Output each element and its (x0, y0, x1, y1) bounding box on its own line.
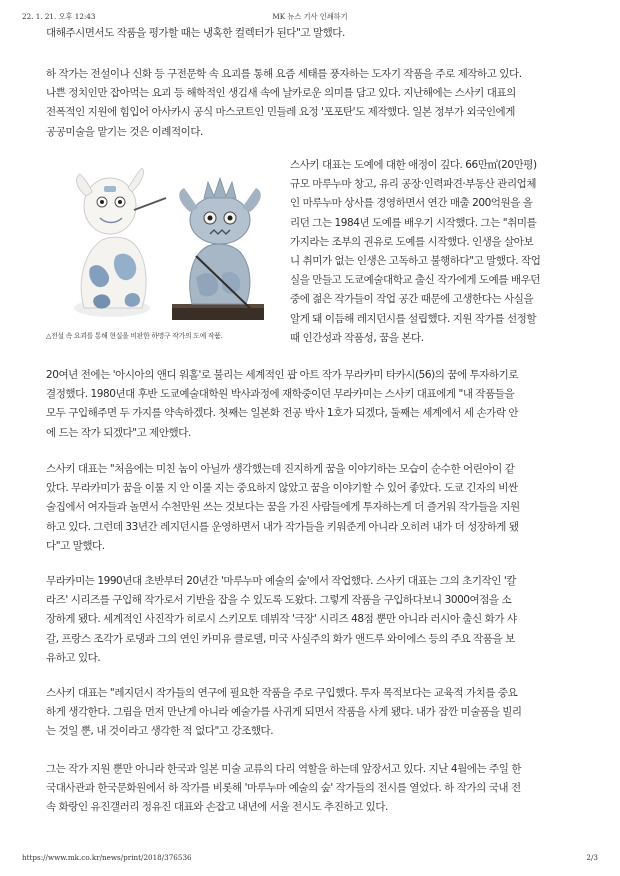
article-paragraph (46, 460, 578, 556)
print-title: MK 뉴스 기사 인쇄하기 (272, 12, 348, 21)
text-line: 하고 있다. 그런데 33년간 레지던시를 운영하면서 내가 작가들을 키워준게 아니라 오히려 내가 더 성장하게 됐 (46, 520, 519, 533)
print-datetime: 22. 1. 21. 오후 12:43 (22, 12, 96, 21)
page-number: 2/3 (586, 853, 598, 862)
text-line: 술집에서 여자들과 놀면서 수천만원 쓰는 것보다는 꿈을 가진 사람들에게 투자하는게 더 즐거워 작가들을 지원 (46, 501, 520, 514)
text-line: 장하게 됐다. 세계적인 사진작가 히로시 스키모토 데뷔작 '극장' 시리즈 48점 뿐만 아니라 러시아 출신 화가 샤 (46, 613, 517, 626)
article-paragraph (46, 366, 578, 443)
text-line: 공공미술을 맡기는 것은 이례적이다. (46, 125, 203, 138)
ceramic-artwork-photo (46, 158, 278, 326)
text-line: 았다. 무라카미가 꿈을 이룰 지 안 이룰 지는 중요하지 않았고 꿈을 이야기할 수 있어 좋았다. 도쿄 긴자의 비싼 (46, 482, 518, 495)
text-line: 알게 돼 이듬해 레지던시를 설립했다. 지원 작가를 선정할 (290, 312, 537, 325)
text-line: 가지라는 조부의 권유로 도예를 시작했다. 인생을 살아보 (290, 235, 534, 248)
text-line: 국대사관과 한국문화원에서 하 작가를 비롯해 '마루누마 예술의 숲' 작가들의 전시를 열었다. 하 작가의 국내 전 (46, 782, 521, 795)
print-url: https://www.mk.co.kr/news/print/2018/376536 (22, 853, 192, 862)
text-line: 그는 작가 지원 뿐만 아니라 한국과 일본 미술 교류의 다리 역할을 하는데 앞장서고 있다. 지난 4월에는 주일 한 (46, 763, 522, 775)
ceramic-figure-right (172, 178, 264, 320)
text-line: 속 화랑인 유진갤러리 정유진 대표와 손잡고 내년에 서울 전시도 추진하고 있다. (46, 801, 388, 814)
text-line: 나쁜 정치인만 잡아먹는 요괴 등 해학적인 생김새 속에 날카로운 의미를 담고 있다. 지난해에는 스사키 대표의 (46, 87, 516, 100)
text-line: 에 드는 작가 되겠다"고 제안했다. (46, 426, 191, 439)
text-line: 는 것일 뿐, 내 것이라고 생각한 적 없다"고 강조했다. (46, 725, 274, 738)
text-line: 때 인간성과 작품성, 꿈을 본다. (290, 331, 424, 344)
article-paragraph (46, 572, 578, 668)
text-line: 라즈' 시리즈를 구입해 작가로서 기반을 잡을 수 있도록 도왔다. 그렇게 작품을 구입하다보니 3000여점을 소 (46, 594, 512, 607)
text-line: 리던 그는 1984년 도예를 배우기 시작했다. 그는 "취미를 (290, 216, 537, 229)
text-line: 니 취미가 없는 인생은 고독하고 불행하다"고 말했다. 작업 (290, 255, 541, 268)
text-line: 스사키 대표는 도예에 대한 애정이 깊다. 66만㎡(20만평) (290, 159, 537, 171)
text-line: 인 마루누마 상사를 경영하면서 연간 매출 200억원을 올 (290, 197, 533, 210)
print-footer (22, 853, 598, 865)
text-line: 무라카미는 1990년대 초반부터 20년간 '마루누마 예술의 숲'에서 작업했다. 스사키 대표는 그의 초기작인 '칼 (46, 575, 516, 587)
text-line: 대해주시면서도 작품을 평가할 때는 냉혹한 컬렉터가 된다"고 말했다. (46, 27, 345, 39)
article-paragraph (46, 684, 578, 742)
text-line: 스사키 대표는 "처음에는 미친 놈이 아닐까 생각했는데 진지하게 꿈을 이야기하는 모습이 순수한 어린아이 같 (46, 463, 515, 475)
text-line: 유하고 있다. (46, 651, 101, 664)
photo-caption: △전설 속 요괴를 통해 현실을 비판한 하명구 작가의 도예 작품. (46, 332, 223, 340)
article-paragraph (46, 24, 578, 43)
text-line: 20여년 전에는 '아시아의 앤디 워홀'로 불리는 세계적인 팝 아트 작가 무라카미 타카시(56)의 꿈에 투자하기로 (46, 369, 519, 381)
text-line: 다"고 말했다. (46, 539, 105, 552)
article-paragraph (46, 65, 578, 142)
ceramic-figure-left (74, 168, 166, 317)
article-paragraph (290, 156, 580, 348)
text-line: 모두 구입해주면 두 가지를 약속하겠다. 첫째는 일본화 전공 박사 1호가 되겠다, 둘째는 세계에서 세 손가락 안 (46, 407, 519, 420)
text-line: 갈, 프랑스 조각가 로댕과 그의 연인 카미유 클로델, 미국 사실주의 화가 앤드루 와이에스 등의 주요 작품을 보 (46, 632, 515, 645)
text-line: 실을 만들고 도쿄예술대학교 출신 작가에게 도예를 배우던 (290, 274, 540, 287)
text-line: 전폭적인 지원에 힘입어 아사카시 공식 마스코트인 민들레 요정 '포포탄'도 제작했다. 일본 정부가 외국인에게 (46, 106, 515, 119)
text-line: 중에 젊은 작가들이 작업 공간 때문에 고생한다는 사실을 (290, 293, 534, 306)
text-line: 하게 생각한다. 그림을 먼저 만난게 아니라 예술가를 사귀게 되면서 작품을 사게 됐다. 내가 잠깐 미술품을 빌리 (46, 706, 522, 719)
text-line: 규모 마루누마 창고, 유리 공장·인력파견·부동산 관리업체 (290, 178, 537, 191)
text-line: 결정했다. 1980년대 후반 도쿄예술대학원 박사과정에 재학중이던 무라카미는 스사키 대표에게 "내 작품들을 (46, 388, 515, 401)
article-paragraph (46, 760, 578, 818)
text-line: 스사키 대표는 "레지던시 작가들의 연구에 필요한 작품을 주로 구입했다. 투자 목적보다는 교육적 가치를 중요 (46, 687, 518, 699)
text-line: 하 작가는 전설이나 신화 등 구전문학 속 요괴를 통해 요즘 세태를 풍자하는 도자기 작품을 주로 제작하고 있다. (46, 68, 522, 80)
print-header (22, 12, 598, 24)
